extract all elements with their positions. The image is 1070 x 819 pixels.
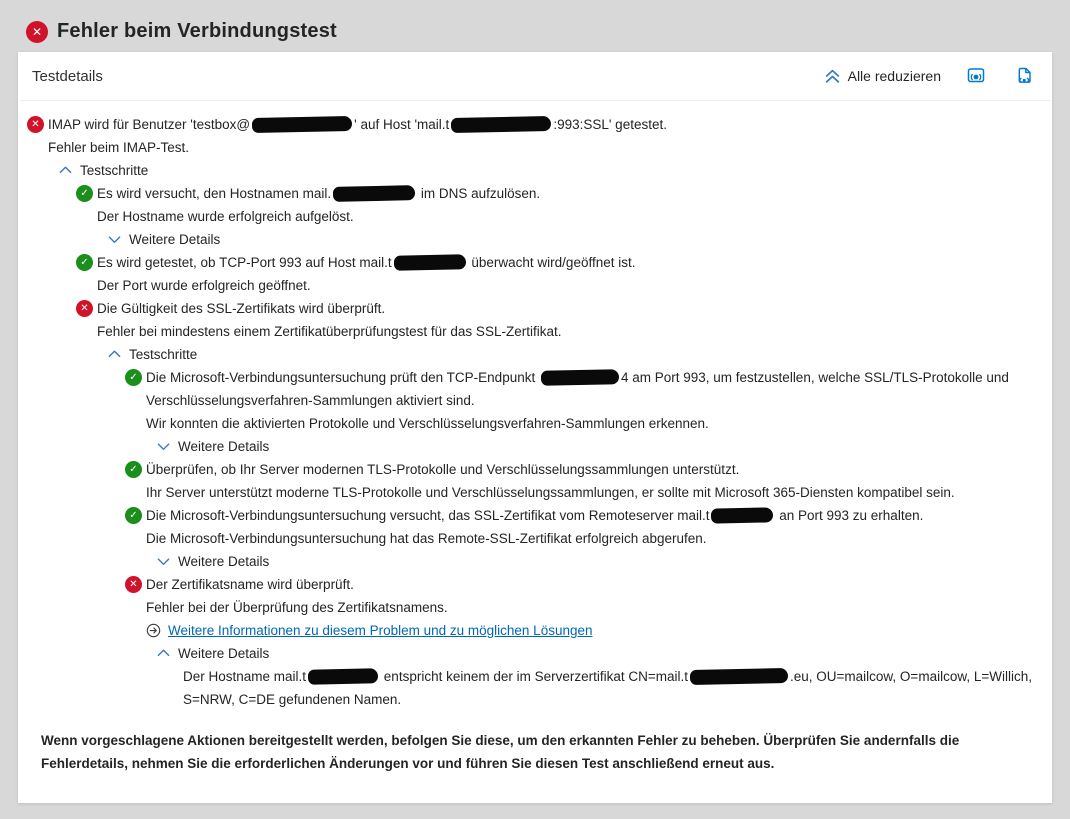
test-step-title: Die Gültigkeit des SSL-Zertifikats wird überprüft. — [97, 301, 386, 316]
test-step-title: Es wird getestet, ob TCP-Port 993 auf Host mail.t überwacht wird/geöffnet ist. — [97, 255, 636, 270]
test-step — [76, 251, 1034, 297]
test-step — [125, 573, 1034, 711]
toggle-label: Weitere Details — [178, 439, 270, 454]
chevron-down-icon — [156, 439, 171, 454]
page-title: Fehler beim Verbindungstest — [57, 20, 337, 42]
test-step-title: Es wird versucht, den Hostnamen mail. im DNS aufzulösen. — [97, 186, 541, 201]
chevron-down-icon — [107, 232, 122, 247]
success-icon: ✓ — [76, 185, 93, 202]
test-step — [27, 113, 1034, 711]
error-icon: ✕ — [76, 300, 93, 317]
page-header — [0, 0, 1070, 50]
xml-file-icon — [1015, 67, 1034, 86]
test-steps-group — [97, 366, 1034, 711]
success-icon: ✓ — [125, 507, 142, 524]
redaction — [690, 668, 788, 685]
toggle-label: Weitere Details — [129, 232, 221, 247]
test-step-title: Die Microsoft-Verbindungsuntersuchung versucht, das SSL-Zertifikat vom Remoteserver mail.t an Port 993 zu erhalten. — [146, 508, 924, 523]
redaction — [393, 254, 465, 271]
redaction — [451, 116, 551, 133]
test-step-result: Fehler bei mindestens einem Zertifikatüberprüfungstest für das SSL-Zertifikat. — [97, 324, 562, 339]
success-icon: ✓ — [125, 369, 142, 386]
toggle-label: Weitere Details — [178, 646, 270, 661]
redaction — [333, 185, 415, 202]
chevron-up-icon — [107, 347, 122, 362]
weitere-details-toggle[interactable] — [146, 435, 1034, 458]
test-step — [125, 504, 1034, 573]
test-step-result: Ihr Server unterstützt moderne TLS-Protokolle und Verschlüsselungssammlungen, er sollte mit Microsoft 365-Diensten kompatibel sein. — [146, 485, 955, 500]
card-header — [18, 52, 1052, 100]
more-info-row — [146, 619, 1034, 642]
redaction — [308, 668, 378, 684]
test-steps-group — [48, 182, 1034, 711]
test-details-tree — [18, 101, 1052, 803]
weitere-details-toggle[interactable] — [146, 642, 1034, 665]
success-icon: ✓ — [125, 461, 142, 478]
redaction — [711, 507, 773, 523]
test-step-result: Wir konnten die aktivierten Protokolle und Verschlüsselungsverfahren-Sammlungen erkennen. — [146, 416, 709, 431]
card-toolbar — [824, 65, 1036, 88]
footer-note: Wenn vorgeschlagene Aktionen bereitgestellt werden, befolgen Sie diese, um den erkannten Fehler zu beheben. Überprüfen Sie andernfalls die Fehlerdetails, nehmen Sie die erforderlichen Änderungen vor und führen Sie diesen Test anschließend erneut aus. — [41, 733, 960, 771]
chevron-up-icon — [156, 646, 171, 661]
double-chevron-up-icon — [824, 68, 841, 85]
error-icon: ✕ — [125, 576, 142, 593]
test-step-result: Die Microsoft-Verbindungsuntersuchung hat das Remote-SSL-Zertifikat erfolgreich abgerufen. — [146, 531, 707, 546]
test-step — [76, 182, 1034, 251]
test-step-title: Die Microsoft-Verbindungsuntersuchung prüft den TCP-Endpunkt 4 am Port 993, um festzustellen, welche SSL/TLS-Protokolle und Verschlüsselungsverfahren-Sammlungen aktiviert sind. — [146, 370, 1009, 408]
test-step — [125, 458, 1034, 504]
screenshot-icon — [967, 67, 987, 85]
test-step-result: Fehler bei der Überprüfung des Zertifikatsnamens. — [146, 600, 448, 615]
test-step-result: Fehler beim IMAP-Test. — [48, 140, 190, 155]
redaction — [541, 369, 619, 386]
testdetails-card — [18, 52, 1052, 803]
collapse-all-label: Alle reduzieren — [847, 68, 941, 84]
error-icon: ✕ — [27, 116, 44, 133]
error-icon: ✕ — [26, 21, 48, 43]
copy-xml-button[interactable] — [1013, 65, 1036, 88]
detail-text: Der Hostname mail.t entspricht keinem der im Serverzertifikat CN=mail.t .eu, OU=mailcow, O=mailcow, L=Willich, S=NRW, C=DE gefundenen Namen. — [183, 669, 1032, 707]
test-step-title: Überprüfen, ob Ihr Server modernen TLS-Protokolle und Verschlüsselungssammlungen unterstützt. — [146, 462, 740, 477]
toggle-label: Testschritte — [129, 347, 198, 362]
success-icon: ✓ — [76, 254, 93, 271]
weitere-details-toggle[interactable] — [97, 228, 1034, 251]
testschritte-toggle[interactable] — [48, 159, 1034, 182]
weitere-details-toggle[interactable] — [146, 550, 1034, 573]
test-step-result: Der Port wurde erfolgreich geöffnet. — [97, 278, 311, 293]
chevron-up-icon — [58, 163, 73, 178]
more-info-link[interactable]: Weitere Informationen zu diesem Problem und zu möglichen Lösungen — [168, 623, 593, 638]
test-step-result: Der Hostname wurde erfolgreich aufgelöst. — [97, 209, 354, 224]
test-step-title: IMAP wird für Benutzer 'testbox@ ' auf Host 'mail.t :993:SSL' getestet. — [48, 117, 667, 132]
arrow-circle-icon — [146, 623, 161, 638]
panel-title: Testdetails — [32, 67, 103, 85]
test-step — [125, 366, 1034, 458]
test-step — [76, 297, 1034, 711]
copy-screenshot-button[interactable] — [965, 65, 989, 87]
toggle-label: Weitere Details — [178, 554, 270, 569]
test-step-title: Der Zertifikatsname wird überprüft. — [146, 577, 354, 592]
redaction — [252, 116, 352, 133]
chevron-down-icon — [156, 554, 171, 569]
toggle-label: Testschritte — [80, 163, 149, 178]
collapse-all-button[interactable] — [824, 68, 941, 85]
testschritte-toggle[interactable] — [97, 343, 1034, 366]
